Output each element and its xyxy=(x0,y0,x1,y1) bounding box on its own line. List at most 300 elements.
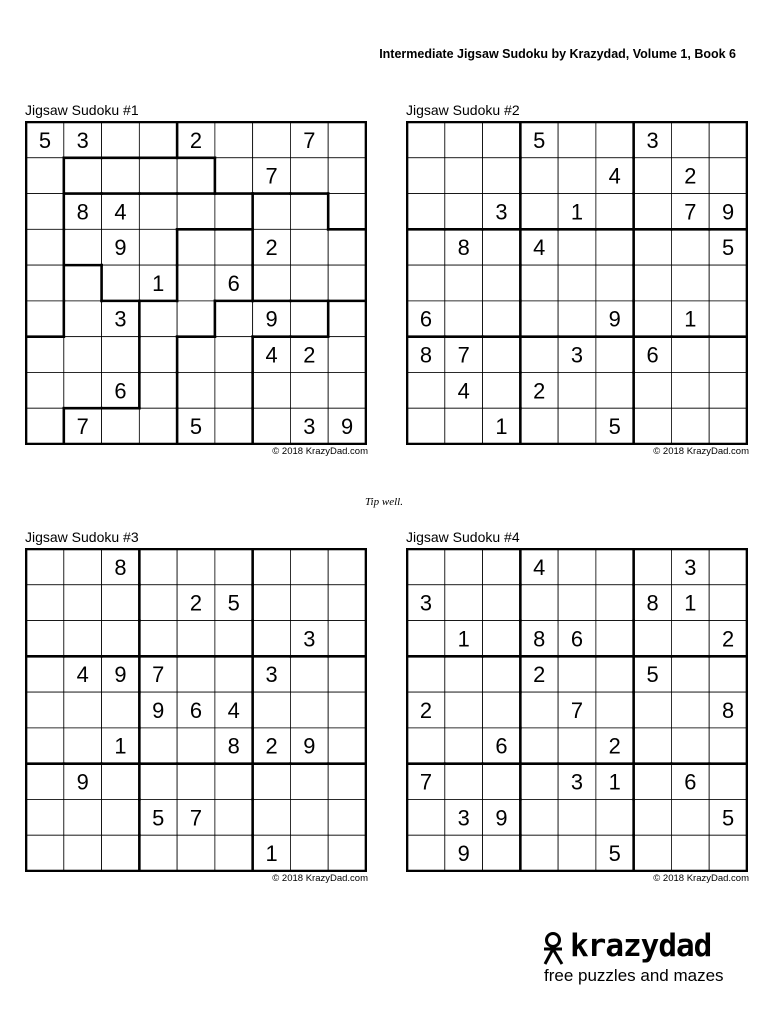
cell-r8-c4[interactable] xyxy=(520,799,558,835)
cell-r6-c5[interactable] xyxy=(177,728,215,764)
cell-r5-c4[interactable] xyxy=(520,265,558,301)
cell-r7-c5[interactable] xyxy=(177,764,215,800)
given-digit: 3 xyxy=(303,414,316,440)
cell-r9-c3[interactable] xyxy=(102,408,140,444)
cell-r4-c6[interactable] xyxy=(215,656,253,692)
cell-r9-c4[interactable] xyxy=(139,408,177,444)
cell-r9-c9[interactable] xyxy=(328,835,366,871)
given-digit: 4 xyxy=(76,662,89,688)
cell-r3-c5[interactable] xyxy=(177,194,215,230)
given-digit: 3 xyxy=(495,199,508,225)
cell-r4-c2[interactable] xyxy=(64,229,102,265)
cell-r7-c7[interactable] xyxy=(253,764,291,800)
cell-r6-c8[interactable] xyxy=(671,728,709,764)
given-digit: 9 xyxy=(495,805,508,831)
cell-r5-c7[interactable] xyxy=(634,265,672,301)
cell-r4-c8[interactable] xyxy=(671,229,709,265)
cell-r4-c1[interactable] xyxy=(407,656,445,692)
cell-r5-c3[interactable] xyxy=(102,265,140,301)
cell-r4-c8[interactable] xyxy=(290,229,328,265)
cell-r6-c7[interactable] xyxy=(634,301,672,337)
cell-r8-c3[interactable] xyxy=(483,372,521,408)
puzzle-3-board[interactable] xyxy=(25,548,367,872)
cell-r1-c6[interactable] xyxy=(215,549,253,585)
cell-r6-c3[interactable] xyxy=(483,301,521,337)
cell-r6-c9[interactable] xyxy=(328,728,366,764)
cell-r6-c9[interactable] xyxy=(328,301,366,337)
puzzle-1-copyright: © 2018 KrazyDad.com xyxy=(272,446,368,457)
cell-r6-c4[interactable] xyxy=(520,301,558,337)
cell-r5-c8[interactable] xyxy=(290,692,328,728)
cell-r7-c4[interactable] xyxy=(520,337,558,373)
cell-r2-c2[interactable] xyxy=(64,158,102,194)
cell-r8-c1[interactable] xyxy=(26,372,64,408)
given-digit: 6 xyxy=(646,342,659,368)
cell-r8-c8[interactable] xyxy=(290,372,328,408)
cell-r2-c9[interactable] xyxy=(328,158,366,194)
cell-r9-c2[interactable] xyxy=(64,835,102,871)
cell-r8-c2[interactable] xyxy=(64,372,102,408)
cell-r7-c4[interactable] xyxy=(139,764,177,800)
cell-r6-c4[interactable] xyxy=(139,301,177,337)
cell-r2-c6[interactable] xyxy=(596,585,634,621)
cell-r3-c7[interactable] xyxy=(634,194,672,230)
cell-r2-c1[interactable] xyxy=(26,158,64,194)
cell-r2-c1[interactable] xyxy=(407,158,445,194)
cell-r7-c7[interactable] xyxy=(634,764,672,800)
cell-r1-c8[interactable] xyxy=(290,549,328,585)
cell-r8-c9[interactable] xyxy=(328,799,366,835)
cell-r7-c2[interactable] xyxy=(445,764,483,800)
cell-r3-c3[interactable] xyxy=(483,621,521,657)
cell-r6-c2[interactable] xyxy=(445,728,483,764)
given-digit: 7 xyxy=(684,199,697,225)
cell-r7-c3[interactable] xyxy=(102,337,140,373)
cell-r8-c8[interactable] xyxy=(671,799,709,835)
cell-r1-c2[interactable] xyxy=(64,549,102,585)
cell-r6-c1[interactable] xyxy=(26,301,64,337)
cell-r9-c6[interactable] xyxy=(215,408,253,444)
cell-r9-c6[interactable] xyxy=(215,835,253,871)
cell-r4-c3[interactable] xyxy=(483,656,521,692)
cell-r6-c2[interactable] xyxy=(64,728,102,764)
given-digit: 8 xyxy=(76,199,89,225)
cell-r2-c2[interactable] xyxy=(445,585,483,621)
cell-r1-c6[interactable] xyxy=(596,549,634,585)
cell-r4-c7[interactable] xyxy=(634,229,672,265)
cell-r1-c3[interactable] xyxy=(483,549,521,585)
cell-r5-c2[interactable] xyxy=(445,265,483,301)
cell-r1-c7[interactable] xyxy=(253,122,291,158)
cell-r3-c9[interactable] xyxy=(328,621,366,657)
cell-r2-c4[interactable] xyxy=(520,158,558,194)
cell-r2-c9[interactable] xyxy=(328,585,366,621)
cell-r2-c5[interactable] xyxy=(177,158,215,194)
cell-r6-c7[interactable] xyxy=(634,728,672,764)
cell-r8-c7[interactable] xyxy=(634,799,672,835)
cell-r1-c7[interactable] xyxy=(253,549,291,585)
given-digit: 3 xyxy=(646,127,659,153)
cell-r4-c6[interactable] xyxy=(215,229,253,265)
puzzle-1-title: Jigsaw Sudoku #1 xyxy=(25,102,139,118)
cell-r1-c3[interactable] xyxy=(483,122,521,158)
cell-r8-c7[interactable] xyxy=(634,372,672,408)
cell-r7-c4[interactable] xyxy=(139,337,177,373)
cell-r4-c8[interactable] xyxy=(290,656,328,692)
cell-r8-c3[interactable] xyxy=(102,799,140,835)
cell-r4-c1[interactable] xyxy=(26,656,64,692)
cell-r5-c8[interactable] xyxy=(290,265,328,301)
given-digit: 8 xyxy=(114,554,127,580)
cell-r5-c2[interactable] xyxy=(445,692,483,728)
cell-r7-c6[interactable] xyxy=(215,764,253,800)
given-digit: 2 xyxy=(265,733,278,759)
cell-r1-c5[interactable] xyxy=(558,549,596,585)
cell-r6-c2[interactable] xyxy=(445,301,483,337)
cell-r2-c3[interactable] xyxy=(483,585,521,621)
cell-r6-c2[interactable] xyxy=(64,301,102,337)
cell-r8-c6[interactable] xyxy=(596,372,634,408)
krazydad-logo xyxy=(540,928,750,988)
cell-r7-c1[interactable] xyxy=(26,337,64,373)
cell-r9-c8[interactable] xyxy=(671,408,709,444)
cell-r3-c4[interactable] xyxy=(139,621,177,657)
puzzle-4-title: Jigsaw Sudoku #4 xyxy=(406,529,520,545)
cell-r2-c5[interactable] xyxy=(558,585,596,621)
cell-r4-c5[interactable] xyxy=(558,656,596,692)
given-digit: 8 xyxy=(457,235,470,261)
cell-r1-c5[interactable] xyxy=(177,549,215,585)
cell-r5-c5[interactable] xyxy=(558,265,596,301)
cell-r5-c8[interactable] xyxy=(671,692,709,728)
cell-r4-c5[interactable] xyxy=(177,229,215,265)
puzzle-4-board[interactable] xyxy=(406,548,748,872)
cell-r8-c1[interactable] xyxy=(407,372,445,408)
cell-r2-c4[interactable] xyxy=(139,585,177,621)
cell-r5-c7[interactable] xyxy=(253,265,291,301)
cell-r7-c8[interactable] xyxy=(671,337,709,373)
cell-r8-c5[interactable] xyxy=(177,372,215,408)
cell-r2-c9[interactable] xyxy=(709,158,747,194)
cell-r6-c4[interactable] xyxy=(139,728,177,764)
cell-r9-c2[interactable] xyxy=(445,408,483,444)
cell-r8-c1[interactable] xyxy=(26,799,64,835)
cell-r5-c2[interactable] xyxy=(64,265,102,301)
cell-r3-c1[interactable] xyxy=(407,194,445,230)
cell-r8-c5[interactable] xyxy=(558,372,596,408)
page-header-title: Intermediate Jigsaw Sudoku by Krazydad, Volume 1, Book 6 xyxy=(379,47,736,61)
cell-r9-c3[interactable] xyxy=(483,835,521,871)
cell-r2-c2[interactable] xyxy=(64,585,102,621)
given-digit: 6 xyxy=(227,270,240,296)
cell-r5-c9[interactable] xyxy=(328,692,366,728)
cell-r4-c5[interactable] xyxy=(558,229,596,265)
cell-r7-c3[interactable] xyxy=(102,764,140,800)
given-digit: 5 xyxy=(721,805,735,831)
cell-r9-c1[interactable] xyxy=(26,835,64,871)
cell-r3-c8[interactable] xyxy=(290,194,328,230)
cell-r2-c4[interactable] xyxy=(139,158,177,194)
cell-r9-c9[interactable] xyxy=(709,835,747,871)
sudoku-grid xyxy=(25,121,367,445)
cell-r9-c5[interactable] xyxy=(177,835,215,871)
given-digit: 2 xyxy=(684,163,697,189)
cell-r3-c1[interactable] xyxy=(407,621,445,657)
cell-r7-c1[interactable] xyxy=(26,764,64,800)
cell-r1-c1[interactable] xyxy=(407,549,445,585)
cell-r5-c2[interactable] xyxy=(64,692,102,728)
cell-r6-c8[interactable] xyxy=(290,301,328,337)
cell-r8-c4[interactable] xyxy=(139,372,177,408)
cell-r5-c5[interactable] xyxy=(177,265,215,301)
cell-r5-c3[interactable] xyxy=(483,265,521,301)
given-digit: 1 xyxy=(570,199,584,225)
given-digit: 3 xyxy=(76,127,89,153)
cell-r7-c6[interactable] xyxy=(215,337,253,373)
cell-r9-c4[interactable] xyxy=(520,408,558,444)
cell-r5-c6[interactable] xyxy=(596,692,634,728)
cell-r1-c2[interactable] xyxy=(445,122,483,158)
cell-r5-c1[interactable] xyxy=(407,265,445,301)
cell-r1-c6[interactable] xyxy=(596,122,634,158)
cell-r8-c5[interactable] xyxy=(558,799,596,835)
given-digit: 3 xyxy=(265,662,278,688)
cell-r2-c5[interactable] xyxy=(558,158,596,194)
cell-r5-c1[interactable] xyxy=(26,692,64,728)
cell-r8-c6[interactable] xyxy=(215,799,253,835)
given-digit: 5 xyxy=(608,414,621,440)
cell-r8-c8[interactable] xyxy=(671,372,709,408)
cell-r9-c5[interactable] xyxy=(558,835,596,871)
cell-r3-c1[interactable] xyxy=(26,194,64,230)
given-digit: 9 xyxy=(303,733,316,759)
cell-r1-c8[interactable] xyxy=(671,122,709,158)
cell-r3-c2[interactable] xyxy=(445,194,483,230)
cell-r7-c9[interactable] xyxy=(709,764,747,800)
cell-r3-c6[interactable] xyxy=(215,194,253,230)
given-digit: 6 xyxy=(114,378,127,404)
given-digit: 5 xyxy=(189,414,203,440)
given-digit: 9 xyxy=(265,306,278,332)
cell-r9-c1[interactable] xyxy=(407,408,445,444)
cell-r9-c3[interactable] xyxy=(102,835,140,871)
cell-r5-c4[interactable] xyxy=(520,692,558,728)
cell-r9-c8[interactable] xyxy=(671,835,709,871)
given-digit: 7 xyxy=(265,163,278,189)
given-digit: 1 xyxy=(495,414,508,440)
given-digit: 9 xyxy=(457,841,470,867)
cell-r1-c5[interactable] xyxy=(558,122,596,158)
cell-r3-c6[interactable] xyxy=(215,621,253,657)
cell-r5-c7[interactable] xyxy=(253,692,291,728)
cell-r8-c8[interactable] xyxy=(290,799,328,835)
cell-r9-c8[interactable] xyxy=(290,835,328,871)
cell-r8-c6[interactable] xyxy=(215,372,253,408)
given-digit: 4 xyxy=(608,163,621,189)
cell-r9-c1[interactable] xyxy=(26,408,64,444)
cell-r8-c7[interactable] xyxy=(253,799,291,835)
given-digit: 8 xyxy=(227,733,240,759)
cell-r8-c9[interactable] xyxy=(328,372,366,408)
cell-r7-c9[interactable] xyxy=(709,337,747,373)
cell-r7-c9[interactable] xyxy=(328,337,366,373)
cell-r4-c9[interactable] xyxy=(709,656,747,692)
sudoku-grid xyxy=(406,548,748,872)
given-digit: 3 xyxy=(684,554,697,580)
cell-r4-c6[interactable] xyxy=(596,656,634,692)
cell-r8-c1[interactable] xyxy=(407,799,445,835)
cell-r2-c9[interactable] xyxy=(709,585,747,621)
cell-r7-c2[interactable] xyxy=(64,337,102,373)
cell-r1-c4[interactable] xyxy=(139,122,177,158)
cell-r6-c4[interactable] xyxy=(520,728,558,764)
cell-r3-c8[interactable] xyxy=(671,621,709,657)
cell-r7-c4[interactable] xyxy=(520,764,558,800)
given-digit: 4 xyxy=(114,199,127,225)
cell-r9-c5[interactable] xyxy=(558,408,596,444)
given-digit: 3 xyxy=(303,626,316,652)
cell-r1-c2[interactable] xyxy=(445,549,483,585)
cell-r3-c3[interactable] xyxy=(102,621,140,657)
cell-r2-c8[interactable] xyxy=(290,585,328,621)
cell-r2-c1[interactable] xyxy=(26,585,64,621)
given-digit: 6 xyxy=(419,306,433,332)
cell-r3-c7[interactable] xyxy=(253,194,291,230)
cell-r3-c6[interactable] xyxy=(596,621,634,657)
cell-r1-c6[interactable] xyxy=(215,122,253,158)
cell-r6-c1[interactable] xyxy=(407,728,445,764)
cell-r4-c1[interactable] xyxy=(26,229,64,265)
cell-r1-c1[interactable] xyxy=(407,122,445,158)
cell-r5-c3[interactable] xyxy=(102,692,140,728)
puzzle-4-copyright: © 2018 KrazyDad.com xyxy=(653,873,749,884)
cell-r1-c9[interactable] xyxy=(328,549,366,585)
cell-r5-c6[interactable] xyxy=(596,265,634,301)
cell-r6-c5[interactable] xyxy=(558,728,596,764)
cell-r6-c6[interactable] xyxy=(215,301,253,337)
cell-r5-c8[interactable] xyxy=(671,265,709,301)
cell-r4-c5[interactable] xyxy=(177,656,215,692)
given-digit: 1 xyxy=(114,733,127,759)
cell-r3-c7[interactable] xyxy=(253,621,291,657)
cell-r7-c9[interactable] xyxy=(328,764,366,800)
cell-r5-c1[interactable] xyxy=(26,265,64,301)
cell-r5-c9[interactable] xyxy=(328,265,366,301)
given-digit: 4 xyxy=(533,235,546,261)
cell-r7-c5[interactable] xyxy=(177,337,215,373)
cell-r1-c9[interactable] xyxy=(709,549,747,585)
given-digit: 2 xyxy=(303,342,316,368)
cell-r3-c4[interactable] xyxy=(139,194,177,230)
given-digit: 1 xyxy=(152,270,165,296)
cell-r6-c9[interactable] xyxy=(709,301,747,337)
cell-r7-c8[interactable] xyxy=(290,764,328,800)
puzzle-2-copyright: © 2018 KrazyDad.com xyxy=(653,446,749,457)
cell-r6-c5[interactable] xyxy=(177,301,215,337)
cell-r1-c3[interactable] xyxy=(102,122,140,158)
given-digit: 4 xyxy=(265,342,278,368)
cell-r2-c6[interactable] xyxy=(215,158,253,194)
cell-r9-c1[interactable] xyxy=(407,835,445,871)
cell-r2-c3[interactable] xyxy=(102,158,140,194)
cell-r4-c8[interactable] xyxy=(671,656,709,692)
cell-r7-c6[interactable] xyxy=(596,337,634,373)
cell-r3-c2[interactable] xyxy=(64,621,102,657)
cell-r3-c1[interactable] xyxy=(26,621,64,657)
cell-r1-c4[interactable] xyxy=(139,549,177,585)
cell-r4-c3[interactable] xyxy=(483,229,521,265)
cell-r8-c2[interactable] xyxy=(64,799,102,835)
given-digit: 2 xyxy=(721,626,735,652)
given-digit: 1 xyxy=(684,306,697,332)
cell-r2-c3[interactable] xyxy=(483,158,521,194)
given-digit: 2 xyxy=(189,127,203,153)
cell-r9-c4[interactable] xyxy=(520,835,558,871)
cell-r3-c7[interactable] xyxy=(634,621,672,657)
cell-r9-c7[interactable] xyxy=(253,408,291,444)
cell-r6-c9[interactable] xyxy=(709,728,747,764)
given-digit: 1 xyxy=(457,626,470,652)
cell-r9-c7[interactable] xyxy=(634,835,672,871)
cell-r2-c7[interactable] xyxy=(634,158,672,194)
cell-r7-c3[interactable] xyxy=(483,764,521,800)
cell-r3-c5[interactable] xyxy=(177,621,215,657)
cell-r6-c1[interactable] xyxy=(26,728,64,764)
cell-r1-c9[interactable] xyxy=(709,122,747,158)
cell-r1-c7[interactable] xyxy=(634,549,672,585)
cell-r2-c2[interactable] xyxy=(445,158,483,194)
given-digit: 5 xyxy=(152,805,165,831)
cell-r4-c4[interactable] xyxy=(139,229,177,265)
cell-r2-c3[interactable] xyxy=(102,585,140,621)
cell-r4-c1[interactable] xyxy=(407,229,445,265)
cell-r4-c9[interactable] xyxy=(328,656,366,692)
cell-r9-c4[interactable] xyxy=(139,835,177,871)
cell-r1-c9[interactable] xyxy=(328,122,366,158)
cell-r2-c8[interactable] xyxy=(290,158,328,194)
cell-r7-c3[interactable] xyxy=(483,337,521,373)
cell-r9-c9[interactable] xyxy=(709,408,747,444)
given-digit: 2 xyxy=(265,235,278,261)
cell-r3-c6[interactable] xyxy=(596,194,634,230)
cell-r4-c6[interactable] xyxy=(596,229,634,265)
cell-r8-c9[interactable] xyxy=(709,372,747,408)
cell-r9-c7[interactable] xyxy=(634,408,672,444)
cell-r8-c7[interactable] xyxy=(253,372,291,408)
cell-r4-c2[interactable] xyxy=(445,656,483,692)
cell-r2-c7[interactable] xyxy=(253,585,291,621)
puzzle-1-board[interactable] xyxy=(25,121,367,445)
cell-r8-c6[interactable] xyxy=(596,799,634,835)
cell-r5-c9[interactable] xyxy=(709,265,747,301)
given-digit: 1 xyxy=(608,769,621,795)
cell-r3-c9[interactable] xyxy=(328,194,366,230)
puzzle-2-title: Jigsaw Sudoku #2 xyxy=(406,102,520,118)
krazydad-logo-icon xyxy=(542,932,568,966)
cell-r6-c5[interactable] xyxy=(558,301,596,337)
cell-r1-c1[interactable] xyxy=(26,549,64,585)
cell-r4-c9[interactable] xyxy=(328,229,366,265)
given-digit: 5 xyxy=(721,235,735,261)
cell-r5-c3[interactable] xyxy=(483,692,521,728)
cell-r3-c4[interactable] xyxy=(520,194,558,230)
given-digit: 5 xyxy=(646,662,659,688)
krazydad-logo-tagline: free puzzles and mazes xyxy=(544,966,724,985)
puzzle-2-board[interactable] xyxy=(406,121,748,445)
cell-r2-c4[interactable] xyxy=(520,585,558,621)
given-digit: 9 xyxy=(608,306,621,332)
cell-r5-c7[interactable] xyxy=(634,692,672,728)
